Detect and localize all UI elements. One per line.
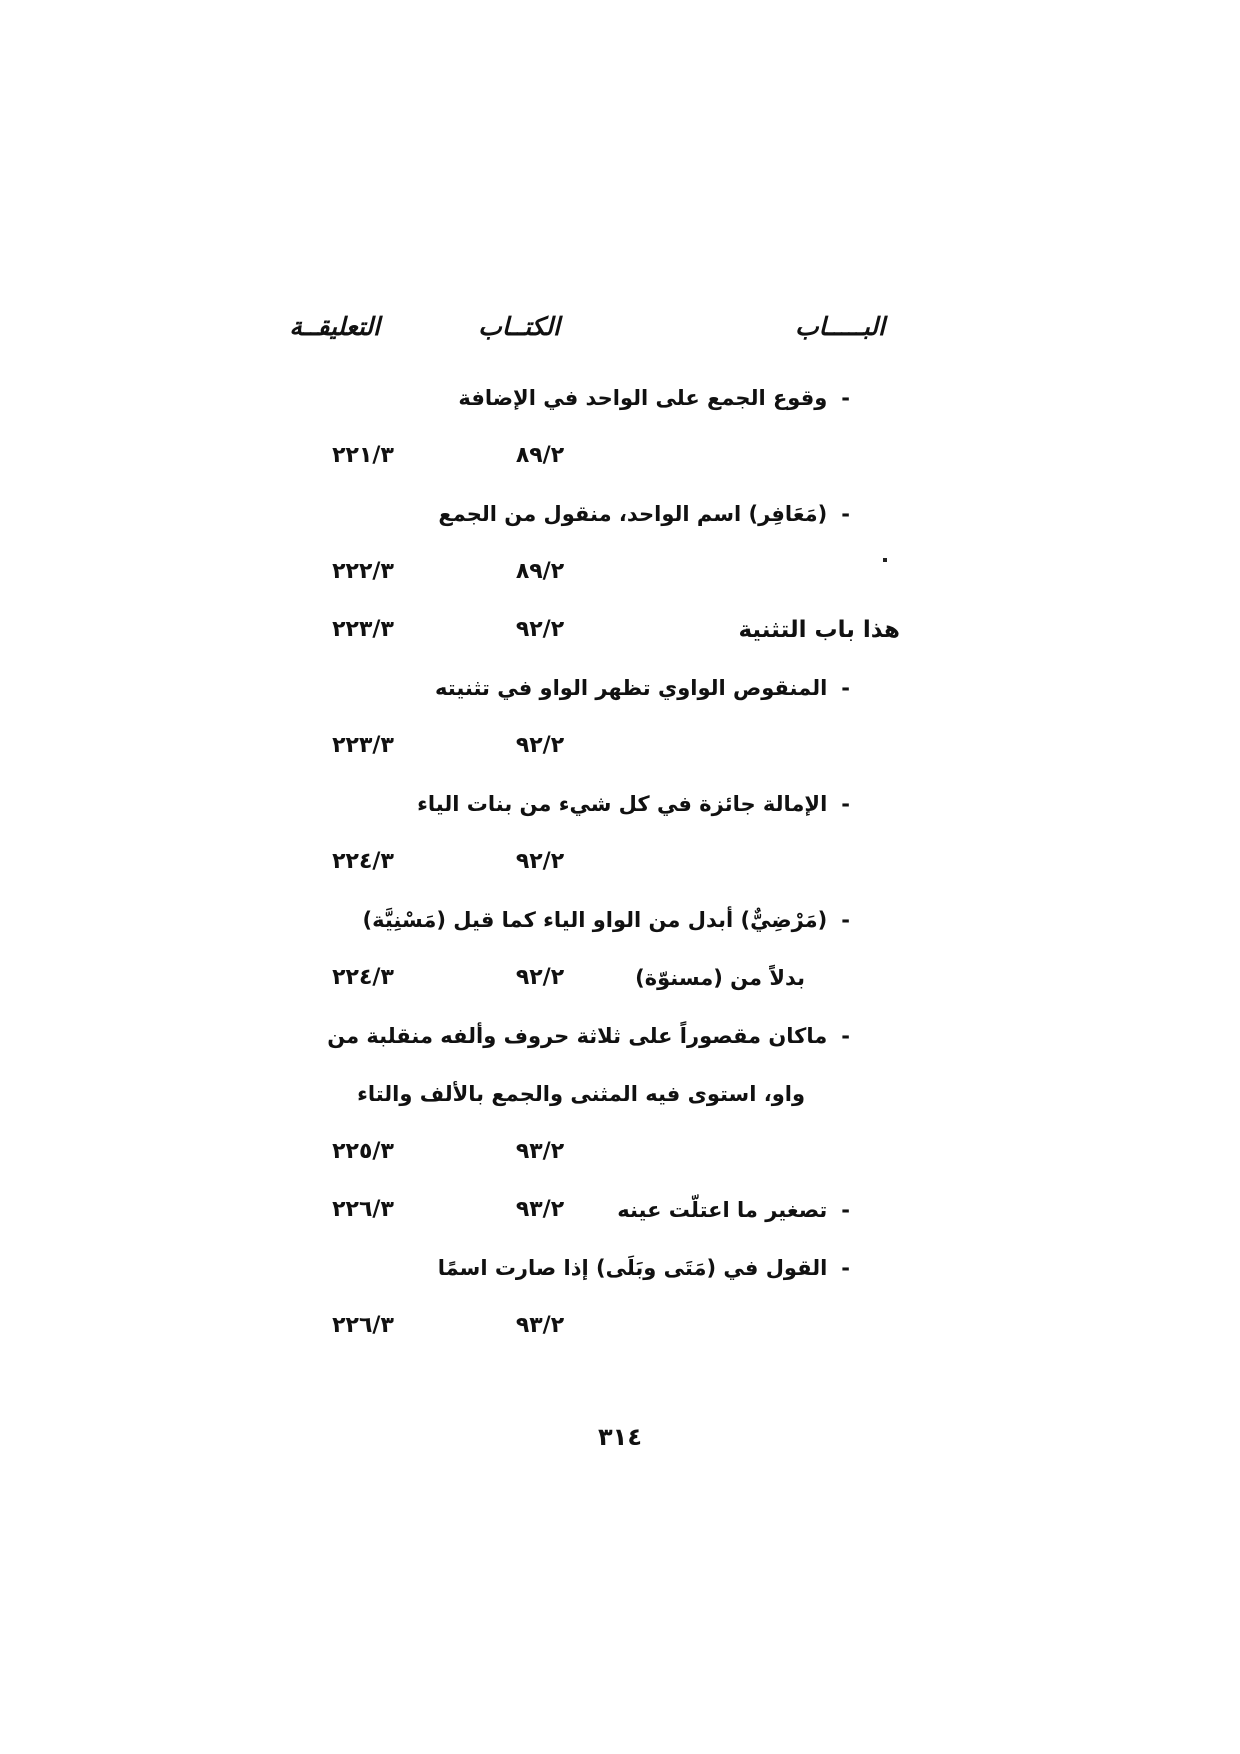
bullet-dash: - — [841, 908, 850, 932]
index-row — [0, 1190, 1240, 1230]
index-row — [0, 436, 1240, 476]
index-row — [0, 726, 1240, 766]
index-row — [0, 610, 1240, 650]
topic-entry — [417, 784, 850, 824]
taliqa-ref: ٢٢٣/٣ — [332, 733, 394, 758]
chapter-heading: هذا باب التثنية — [738, 617, 900, 643]
bullet-dash: - — [841, 1198, 850, 1222]
kitab-ref: ٩٢/٢ — [515, 849, 565, 874]
bullet-dash: - — [841, 386, 850, 410]
topic-entry — [438, 494, 850, 534]
bullet-dash: - — [841, 1024, 850, 1048]
page-number: ٣١٤ — [598, 1423, 642, 1451]
kitab-ref: ٨٩/٢ — [515, 443, 565, 468]
topic-entry — [327, 1016, 850, 1056]
topic-text: ماكان مقصوراً على ثلاثة حروف وألفه منقلبة من — [327, 1024, 828, 1048]
index-row — [0, 784, 1240, 824]
kitab-ref: ٩٢/٢ — [515, 965, 565, 990]
index-row — [0, 1306, 1240, 1346]
index-row — [0, 1132, 1240, 1172]
topic-continuation: واو، استوى فيه المثنى والجمع بالألف والتاء — [357, 1082, 805, 1106]
topic-text: (مَعَافِر) اسم الواحد، منقول من الجمع — [438, 502, 828, 526]
bullet-dash: - — [841, 1256, 850, 1280]
stray-dot — [883, 558, 887, 562]
topic-entry — [438, 1248, 850, 1288]
topic-text: تصغير ما اعتلّت عينه — [617, 1198, 828, 1222]
topic-continuation: بدلاً من (مسنوّة) — [635, 966, 805, 990]
topic-entry — [363, 900, 851, 940]
taliqa-ref: ٢٢١/٣ — [332, 443, 394, 468]
index-row — [0, 668, 1240, 708]
index-row — [0, 900, 1240, 940]
taliqa-ref: ٢٢٦/٣ — [332, 1197, 394, 1222]
index-row — [0, 1074, 1240, 1114]
kitab-ref: ٩٢/٢ — [515, 733, 565, 758]
header-kitab: الكتــاب — [478, 312, 560, 341]
taliqa-ref: ٢٢٤/٣ — [332, 965, 394, 990]
topic-entry — [458, 378, 850, 418]
taliqa-ref: ٢٢٦/٣ — [332, 1313, 394, 1338]
header-taliqa: التعليقــة — [289, 312, 380, 341]
taliqa-ref: ٢٢٢/٣ — [332, 559, 394, 584]
topic-text: القول في (مَتَى وبَلَى) إذا صارت اسمًا — [437, 1256, 828, 1280]
index-row — [0, 378, 1240, 418]
topic-text: الإمالة جائزة في كل شيء من بنات الياء — [417, 792, 828, 816]
bullet-dash: - — [841, 676, 850, 700]
topic-entry — [617, 1190, 850, 1230]
topic-text: المنقوص الواوي تظهر الواو في تثنيته — [435, 676, 828, 700]
index-row — [0, 842, 1240, 882]
taliqa-ref: ٢٢٣/٣ — [332, 617, 394, 642]
index-row — [0, 494, 1240, 534]
index-row — [0, 1248, 1240, 1288]
topic-text: (مَرْضِيٌّ) أبدل من الواو الياء كما قيل (مَسْنِيَّة) — [362, 908, 828, 932]
taliqa-ref: ٢٢٤/٣ — [332, 849, 394, 874]
kitab-ref: ٩٢/٢ — [515, 617, 565, 642]
topic-text: وقوع الجمع على الواحد في الإضافة — [458, 386, 828, 410]
kitab-ref: ٩٣/٢ — [515, 1139, 565, 1164]
taliqa-ref: ٢٢٥/٣ — [332, 1139, 394, 1164]
kitab-ref: ٨٩/٢ — [515, 559, 565, 584]
index-row — [0, 552, 1240, 592]
bullet-dash: - — [841, 792, 850, 816]
bullet-dash: - — [841, 502, 850, 526]
kitab-ref: ٩٣/٢ — [515, 1197, 565, 1222]
index-row — [0, 958, 1240, 998]
topic-entry — [435, 668, 850, 708]
index-row — [0, 1016, 1240, 1056]
kitab-ref: ٩٣/٢ — [515, 1313, 565, 1338]
header-bab: البـــــاب — [795, 312, 885, 341]
